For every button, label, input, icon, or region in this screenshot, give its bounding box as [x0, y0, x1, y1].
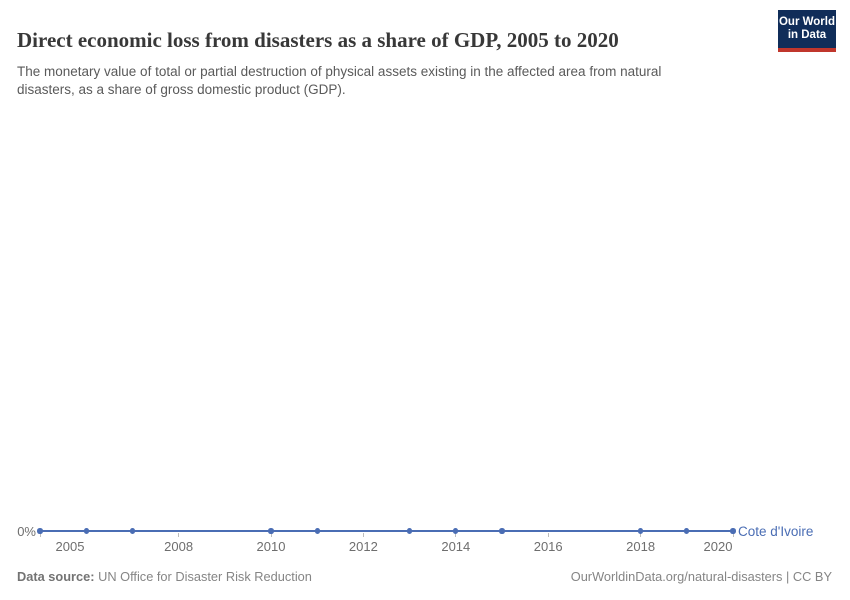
x-axis-tick-label: 2016: [533, 538, 563, 554]
chart-subtitle-line2: disasters, as a share of gross domestic product (GDP).: [17, 82, 346, 97]
data-point-marker: [315, 528, 320, 533]
x-axis-tick-label: 2018: [626, 538, 656, 554]
data-source-note: [17, 569, 312, 584]
data-point-marker: [453, 528, 458, 533]
data-point-marker: [684, 528, 689, 533]
x-axis-tick-label: 2020: [703, 538, 733, 554]
page-title: Direct economic loss from disasters as a share of GDP, 2005 to 2020: [17, 28, 619, 53]
data-point-marker: [638, 528, 643, 533]
entity-label: Cote d'Ivoire: [738, 524, 814, 539]
y-axis-tick-label: 0%: [17, 524, 36, 539]
x-axis-tick: [548, 533, 549, 538]
x-axis-tick: [363, 533, 364, 538]
x-axis-tick-label: 2008: [164, 538, 194, 554]
data-point-marker: [268, 528, 273, 533]
x-axis-tick-label: 2014: [441, 538, 471, 554]
series-line: [40, 530, 735, 532]
data-source-label: Data source:: [17, 569, 95, 584]
data-point-marker: [37, 528, 42, 533]
x-axis-tick: [178, 533, 179, 538]
data-point-marker: [407, 528, 412, 533]
data-point-marker: [499, 528, 504, 533]
data-point-marker: [84, 528, 89, 533]
data-point-marker: [130, 528, 135, 533]
data-point-marker: [730, 528, 735, 533]
owid-logo-line2: in Data: [787, 29, 827, 41]
data-source-text: UN Office for Disaster Risk Reduction: [94, 569, 312, 584]
owid-logo-line1: Our World: [778, 16, 835, 28]
credit-note: OurWorldinData.org/natural-disasters | CC BY: [570, 569, 832, 584]
x-axis-tick-label: 2010: [256, 538, 286, 554]
x-axis-tick-label: 2005: [55, 538, 85, 554]
x-axis-tick-label: 2012: [348, 538, 378, 554]
chart-subtitle-line1: The monetary value of total or partial destruction of physical assets existing in the affected area from natural: [17, 63, 662, 79]
